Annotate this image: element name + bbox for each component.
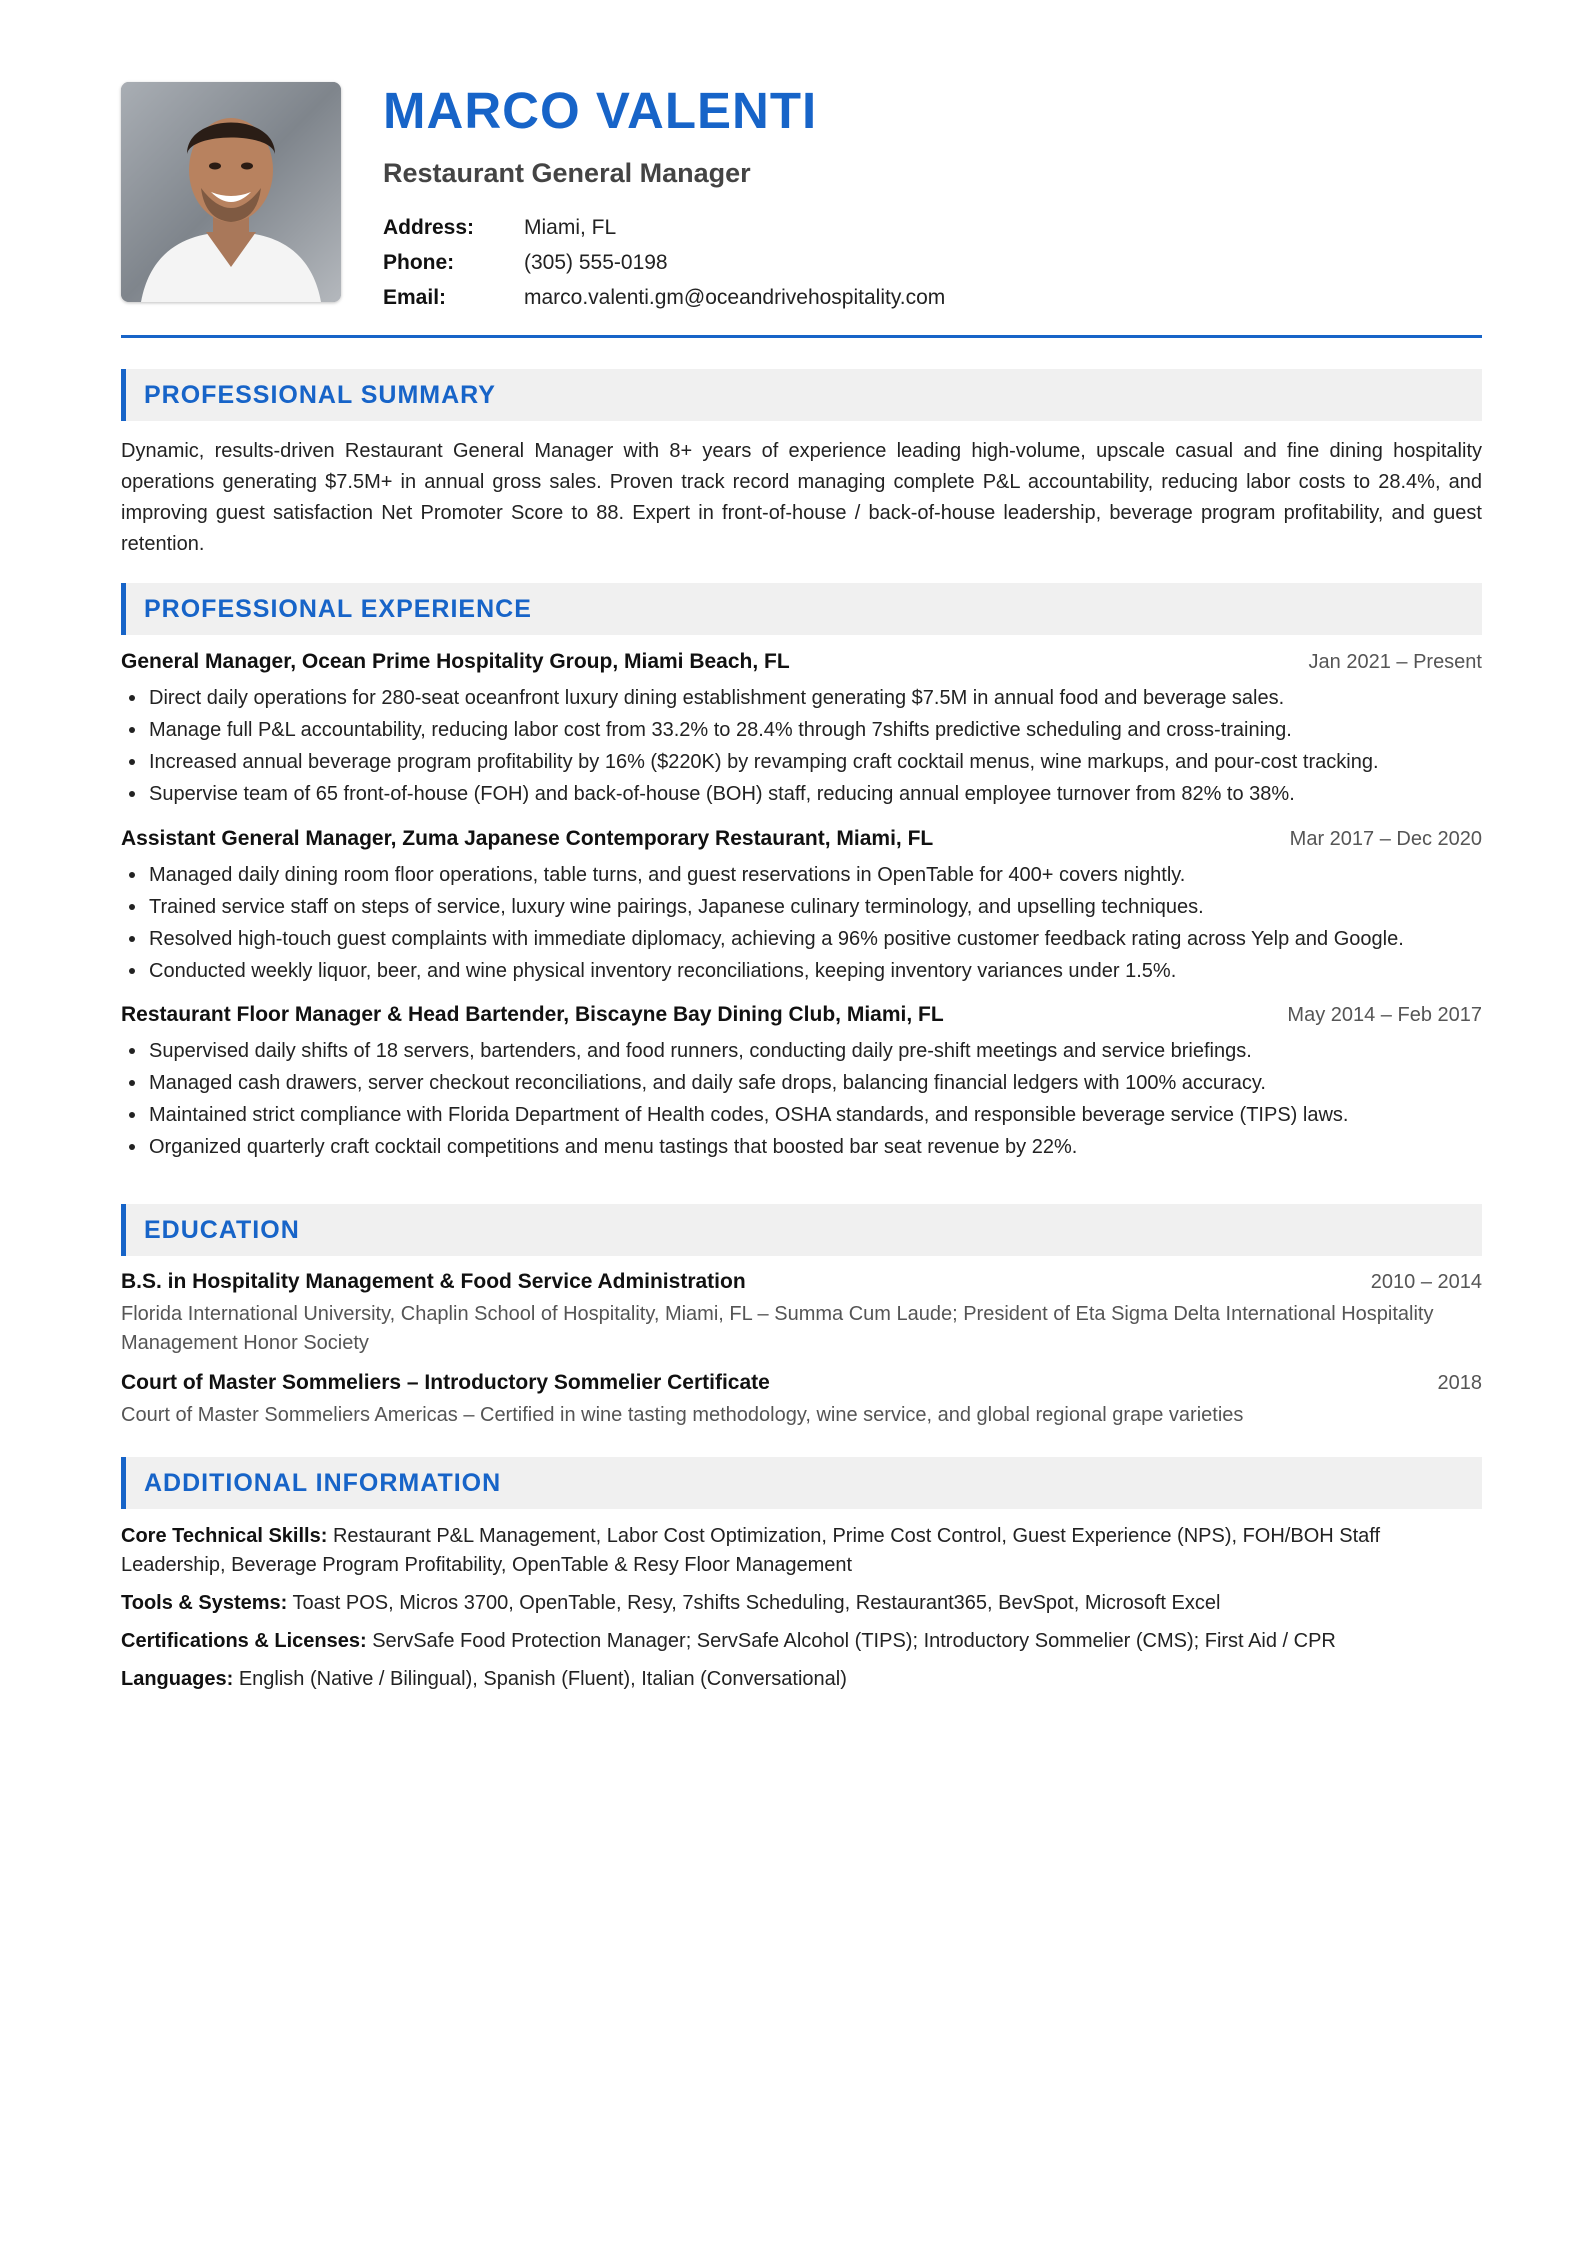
person-photo-icon [121,82,341,302]
info-label: Core Technical Skills: [121,1525,328,1547]
job-dates: Mar 2017 – Dec 2020 [1289,828,1482,850]
job-header [121,827,1482,859]
education-degree: B.S. in Hospitality Management & Food Service Administration [121,1270,746,1293]
section-title: PROFESSIONAL SUMMARY [144,380,496,409]
contact-label: Address: [383,215,475,239]
bullet-item: Conducted weekly liquor, beer, and wine physical inventory reconciliations, keeping inventory variances under 1.5%. [121,955,1482,987]
info-label: Tools & Systems: [121,1592,288,1614]
bullet-item: Maintained strict compliance with Florida Department of Health codes, OSHA standards, and responsible beverage service (TIPS) laws. [121,1099,1482,1131]
header-divider [121,335,1482,338]
info-row [121,1665,1482,1694]
section-experience-heading [121,583,1482,635]
bullet-item: Increased annual beverage program profitability by 16% ($220K) by revamping craft cocktail menus, wine markups, and pour-cost tracking. [121,746,1482,778]
section-summary-heading [121,369,1482,421]
contact-label: Phone: [383,250,455,274]
section-education-heading [121,1204,1482,1256]
bullet-item: Resolved high-touch guest complaints with immediate diplomacy, achieving a 96% positive customer feedback rating across Yelp and Google. [121,923,1482,955]
contact-address [383,210,945,245]
job-header [121,650,1482,682]
bullet-item: Managed daily dining room floor operations, table turns, and guest reservations in OpenTable for 400+ covers nightly. [121,859,1482,891]
education-detail: Court of Master Sommeliers Americas – Certified in wine tasting methodology, wine service, and global regional grape varieties [121,1404,1244,1426]
contact-value: Miami, FL [524,215,617,239]
job-dates: May 2014 – Feb 2017 [1287,1004,1482,1026]
info-label: Certifications & Licenses: [121,1630,367,1652]
education-dates: 2010 – 2014 [1370,1271,1482,1293]
info-value: ServSafe Food Protection Manager; ServSafe Alcohol (TIPS); Introductory Sommelier (CMS); First Aid / CPR [372,1630,1336,1652]
job-entry [121,650,1482,810]
education-detail: Florida International University, Chaplin School of Hospitality, Miami, FL – Summa Cum Laude; President of Eta Sigma Delta International Hospitality Management Honor Society [121,1303,1434,1354]
job-title: Restaurant Floor Manager & Head Bartender, Biscayne Bay Dining Club, Miami, FL [121,1003,944,1026]
info-value: Toast POS, Micros 3700, OpenTable, Resy, 7shifts Scheduling, Restaurant365, BevSpot, Microsoft Excel [292,1592,1221,1614]
summary-text: Dynamic, results-driven Restaurant General Manager with 8+ years of experience leading high-volume, upscale casual and fine dining hospitality operations generating $7.5M+ in annual gross sales. Proven track record managing complete P&L accountability, reducing labor costs to 28.4%, and improving guest satisfaction Net Promoter Score to 88. Expert in front-of-house / back-of-house leadership, beverage program profitability, and guest retention. [121,440,1482,555]
job-entry [121,827,1482,987]
job-dates: Jan 2021 – Present [1308,651,1482,673]
education-header [121,1371,1482,1401]
job-entry [121,1003,1482,1163]
contact-label: Email: [383,285,447,309]
education-entry [121,1371,1482,1430]
bullet-item: Direct daily operations for 280-seat oceanfront luxury dining establishment generating $7.5M in annual food and beverage sales. [121,682,1482,714]
bullet-item: Trained service staff on steps of service, luxury wine pairings, Japanese culinary terminology, and upselling techniques. [121,891,1482,923]
info-value: Restaurant P&L Management, Labor Cost Optimization, Prime Cost Control, Guest Experience (NPS), FOH/BOH Staff Leadership, Beverage Program Profitability, OpenTable & Resy Floor Management [121,1525,1381,1576]
bullet-item: Supervised daily shifts of 18 servers, bartenders, and food runners, conducting daily pre-shift meetings and service briefings. [121,1035,1482,1067]
job-header [121,1003,1482,1035]
job-bullets [121,1035,1482,1163]
profile-photo [121,82,341,302]
job-title: General Manager, Ocean Prime Hospitality Group, Miami Beach, FL [121,650,790,673]
contact-value: (305) 555-0198 [524,250,668,274]
bullet-item: Supervise team of 65 front-of-house (FOH) and back-of-house (BOH) staff, reducing annual employee turnover from 82% to 38%. [121,778,1482,810]
info-row [121,1589,1482,1618]
section-title: ADDITIONAL INFORMATION [144,1468,502,1497]
info-label: Languages: [121,1668,234,1690]
bullet-item: Managed cash drawers, server checkout reconciliations, and daily safe drops, balancing financial ledgers with 100% accuracy. [121,1067,1482,1099]
section-title: EDUCATION [144,1215,300,1244]
education-degree: Court of Master Sommeliers – Introductory Sommelier Certificate [121,1371,770,1394]
contact-email [383,280,945,315]
section-additional-heading [121,1457,1482,1509]
education-entry [121,1270,1482,1358]
education-header [121,1270,1482,1300]
candidate-title: Restaurant General Manager [383,158,751,188]
job-title: Assistant General Manager, Zuma Japanese Contemporary Restaurant, Miami, FL [121,827,934,850]
info-row [121,1522,1482,1580]
education-dates: 2018 [1437,1372,1482,1394]
contact-block [383,210,945,315]
section-title: PROFESSIONAL EXPERIENCE [144,594,532,623]
contact-value: marco.valenti.gm@oceandrivehospitality.com [524,285,946,309]
contact-phone [383,245,945,280]
bullet-item: Organized quarterly craft cocktail competitions and menu tastings that boosted bar seat revenue by 22%. [121,1131,1482,1163]
job-bullets [121,859,1482,987]
info-value: English (Native / Bilingual), Spanish (Fluent), Italian (Conversational) [238,1668,847,1690]
additional-info-list [121,1522,1482,1703]
info-row [121,1627,1482,1656]
bullet-item: Manage full P&L accountability, reducing labor cost from 33.2% to 28.4% through 7shifts predictive scheduling and cross-training. [121,714,1482,746]
candidate-name: MARCO VALENTI [383,82,818,139]
job-bullets [121,682,1482,810]
